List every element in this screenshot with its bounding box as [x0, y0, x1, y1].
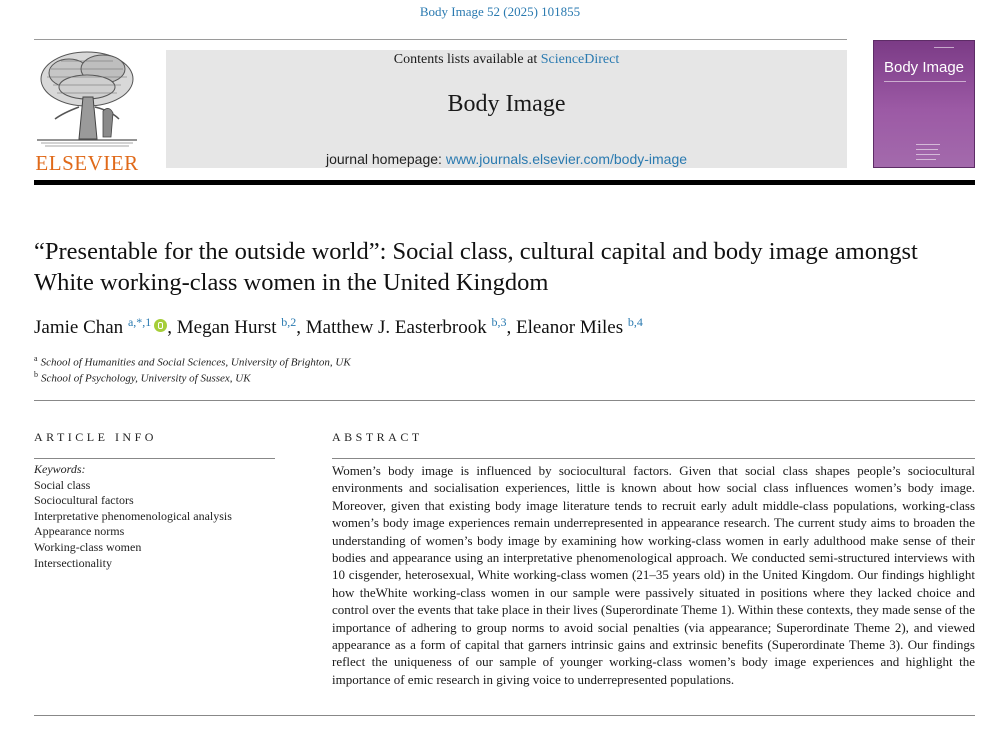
- keywords-label: Keywords:: [34, 462, 86, 476]
- top-divider: [34, 39, 847, 40]
- author-affiliation-marker[interactable]: a,*,1: [127, 315, 152, 329]
- cover-decoration: [884, 81, 966, 82]
- author-affiliation-marker[interactable]: b,4: [627, 315, 643, 329]
- author-name[interactable]: Matthew J. Easterbrook: [305, 317, 487, 338]
- journal-reference-link[interactable]: Body Image 52 (2025) 101855: [419, 4, 581, 19]
- contents-line: [166, 52, 847, 68]
- abstract-divider: [332, 458, 975, 459]
- bottom-divider: [34, 715, 975, 716]
- affiliation-text: School of Psychology, University of Sussex, UK: [41, 372, 251, 385]
- cover-decoration: [916, 144, 940, 145]
- keyword-item: Intersectionality: [34, 555, 112, 570]
- cover-decoration: [916, 154, 940, 155]
- affiliation-marker: a: [34, 354, 38, 363]
- abstract-body: Women’s body image is influenced by sociocultural factors. Given that social class shapes people’s sociocultural environments and socialisation experiences, little is known about how social class influences women’s body image. Moreover, given that existing body image literature tends to recruit early adult middle-class populations, working-class women’s body image experiences remain underrepresented in appearance research. The current study aims to broaden the understanding of women’s body image by examining how working-class women in early adulthood make sense of their bodies and appearance using an interpretative phenomenological approach. We conducted semi-structured interviews with 10 cisgender, heterosexual, White working-class women (21–35 years old) in the United Kingdom. Our findings highlight how theWhite working-class women in our sample were passively situated in positions where they lacked choice and control over the events that take place in their lives (Superordinate Theme 1). Within these contexts, they made sense of the importance of adhering to group norms to avoid social penalties (via appearance; Superordinate Theme 2), and viewed appearance as a form of capital that garners intrinsic gains and extrinsic benefits (Superordinate Theme 3). Our findings reflect the uniqueness of our sample of younger working-class women’s body image experiences and highlight the importance of emic research in giving voice to underrepresented populations.: [332, 463, 975, 687]
- cover-decoration: [934, 47, 954, 48]
- sciencedirect-link[interactable]: ScienceDirect: [540, 52, 620, 67]
- section-divider: [34, 400, 975, 401]
- homepage-prefix: journal homepage:: [325, 151, 446, 167]
- journal-homepage-link[interactable]: www.journals.elsevier.com/body-image: [445, 151, 688, 167]
- keyword-item: Appearance norms: [34, 524, 125, 539]
- homepage-line: [166, 151, 847, 167]
- author-affiliation-marker[interactable]: b,2: [281, 315, 297, 329]
- keyword-item: Social class: [34, 477, 91, 492]
- affiliation-a: [34, 354, 351, 369]
- journal-masthead: [166, 50, 847, 168]
- abstract-heading: ABSTRACT: [332, 430, 423, 444]
- cover-decoration: [916, 149, 938, 150]
- journal-title: Body Image: [447, 91, 566, 117]
- author-affiliation-marker[interactable]: b,3: [491, 315, 507, 329]
- tree-logo-icon: [33, 47, 141, 147]
- journal-cover-thumbnail[interactable]: [873, 40, 975, 168]
- elsevier-tree-logo[interactable]: [33, 47, 141, 175]
- contents-prefix: Contents lists available at: [393, 52, 541, 67]
- article-info-divider: [34, 458, 275, 459]
- article-info-heading: ARTICLE INFO: [34, 430, 157, 444]
- article-title: “Presentable for the outside world”: Social class, cultural capital and body image amongst White working-class women in the United Kingdom: [34, 238, 918, 296]
- keyword-item: Working-class women: [34, 539, 142, 554]
- affiliation-b: [34, 370, 251, 385]
- cover-title: Body Image: [883, 59, 965, 76]
- author-name[interactable]: Megan Hurst: [176, 317, 277, 338]
- author-name[interactable]: Eleanor Miles: [515, 317, 624, 338]
- affiliation-marker: b: [34, 370, 38, 379]
- author-list: Jamie Chan $^{a,*,1}$ , Megan Hurst $^{b,2}$, Matthew J. Easterbrook $^{b,3}$, Eleanor Miles $^{b,4}$: [34, 315, 643, 338]
- keyword-item: Sociocultural factors: [34, 493, 134, 508]
- header-thick-divider: [34, 180, 975, 185]
- author-name[interactable]: Jamie Chan: [34, 317, 124, 338]
- cover-decoration: [916, 159, 936, 160]
- orcid-icon[interactable]: [154, 319, 167, 332]
- affiliation-text: School of Humanities and Social Sciences, University of Brighton, UK: [40, 356, 351, 369]
- elsevier-wordmark: ELSEVIER: [35, 151, 139, 175]
- keyword-item: Interpretative phenomenological analysis: [34, 508, 232, 523]
- keywords-list: [34, 462, 275, 571]
